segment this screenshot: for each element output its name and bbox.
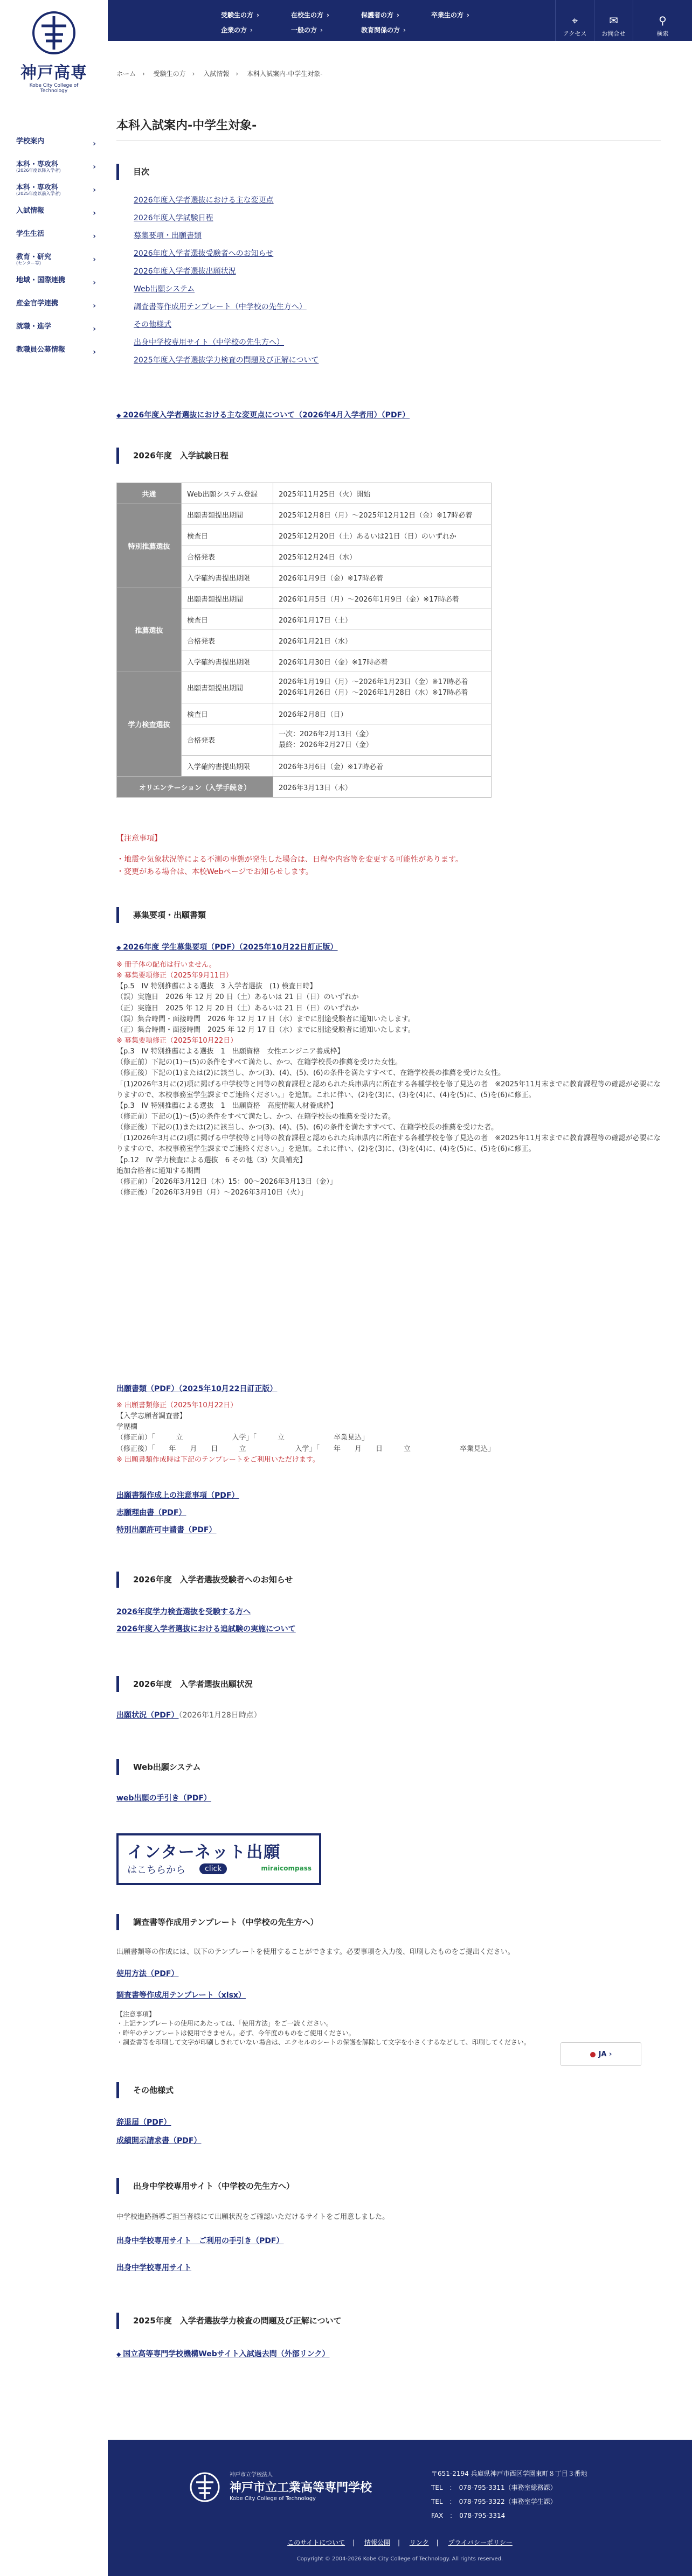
schedule-table: [116, 483, 492, 798]
jhs-heading: 出身中学校専用サイト（中学校の先生方へ）: [116, 2178, 294, 2194]
past-heading: 2025年度 入学者選抜学力検査の問題及び正解について: [116, 2313, 341, 2329]
jhs-site-link[interactable]: 出身中学校専用サイト: [116, 2264, 192, 2272]
status-heading: 2026年度 入学者選抜出願状況: [116, 1676, 253, 1692]
footer-school-name: 神戸市立工業高等専門学校: [230, 2481, 372, 2495]
schedule-label: 出願書類提出期間: [182, 504, 273, 525]
breadcrumb-current: 本科入試案内-中学生対象-: [246, 70, 323, 78]
schedule-label: 入学確約書提出期限: [182, 756, 273, 777]
topnav-link[interactable]: 一般の方 ›: [291, 23, 356, 38]
copyright: Copyright © 2004-2026 Kobe City College of Technology. All rights reserved.: [296, 2556, 503, 2562]
breadcrumb-home[interactable]: ホーム: [116, 70, 136, 78]
sidenav-item-career[interactable]: 就職・進学 ›: [16, 323, 96, 333]
schedule-value: 2026年3月13日（木）: [273, 777, 492, 798]
schedule-label: 検査日: [182, 609, 273, 630]
correction-line: （修正後）「 年 月 日 立 入学」「 年 月 日 立 卒業見込」: [116, 1444, 495, 1453]
topnav-col-2: [291, 8, 356, 38]
correction-line: （修正後）下記の(1)または(2)に該当し、かつ(3)、(4)、(5)、(6)の条件を満たすすべて、在籍学校長の推薦を受けた女性。: [116, 1069, 506, 1078]
correction-line: （修正後）「2026年3月9日（月）～2026年3月10日（火）」: [116, 1188, 308, 1197]
usage-pdf-link[interactable]: 使用方法（PDF）: [116, 1970, 179, 1978]
past-exams-link[interactable]: ◆ 国立高等専門学校機構Webサイト入試過去問（外部リンク）: [116, 2348, 330, 2359]
topnav-link[interactable]: 保護者の方 ›: [361, 8, 426, 23]
notes-pdf-link[interactable]: 出願書類作成上の注意事項（PDF）: [116, 1491, 239, 1500]
schedule-label: 入学確約書提出期限: [182, 567, 273, 588]
sidenav-item-student-life[interactable]: 学生生活 ›: [16, 230, 96, 241]
notice-heading: 2026年度 入学者選抜受験者へのお知らせ: [116, 1572, 293, 1588]
site-logo[interactable]: [16, 10, 92, 94]
schedule-value: 2026年3月6日（金）※17時必着: [273, 756, 492, 777]
chevron-right-icon: ›: [93, 325, 96, 333]
schedule-label: 合格発表: [182, 546, 273, 567]
sidebar: [0, 0, 108, 2576]
chevron-right-icon: ›: [93, 139, 96, 148]
sidenav-item-about[interactable]: 学校案内 ›: [16, 137, 96, 148]
schedule-label: 出願書類提出期間: [182, 588, 273, 609]
boshu-heading: 募集要項・出願書類: [116, 907, 206, 923]
footer-link[interactable]: プライバシーポリシー: [448, 2539, 513, 2546]
schedule-value: 2025年12月20日（土）あるいは21日（日）のいずれか: [273, 525, 492, 546]
web-heading: Web出願システム: [116, 1759, 200, 1775]
correction-line: ※ 募集要項修正（2025年9月11日）: [116, 972, 233, 980]
school-emblem-icon: [189, 2471, 221, 2503]
search-button[interactable]: ⚲ 検索: [633, 0, 692, 41]
toc-link[interactable]: 2026年度入学者選抜出願状況: [134, 267, 236, 276]
correction-line: 【p.3 IV 特別推薦による選抜 1 出願資格 女性エンジニア養成枠】: [116, 1048, 344, 1056]
schedule-value: 2026年1月5日（月）～2026年1月9日（金）※17時必着: [273, 588, 492, 609]
notice-link-1[interactable]: 2026年度学力検査選抜を受験する方へ: [116, 1608, 251, 1616]
language-selector[interactable]: JA ›: [560, 2042, 641, 2066]
schedule-label: 合格発表: [182, 724, 273, 756]
topnav-col-3: [361, 8, 426, 38]
correction-line: ※ 募集要項修正（2025年10月22日）: [116, 1036, 238, 1045]
schedule-cat: オリエンテーション（入学手続き）: [117, 777, 273, 798]
toc-list: [134, 192, 319, 369]
side-nav: [16, 134, 97, 365]
schedule-value: 2025年11月25日（火）開始: [273, 483, 492, 504]
toc-link[interactable]: 2026年度入学者選抜受験者へのお知らせ: [134, 249, 274, 258]
topnav-link[interactable]: 在校生の方 ›: [291, 8, 356, 23]
status-pdf-link[interactable]: 出願状況（PDF）: [116, 1711, 179, 1720]
reason-pdf-link[interactable]: 志願理由書（PDF）: [116, 1509, 186, 1517]
toc-link[interactable]: Web出願システム: [134, 285, 195, 294]
sidenav-item-research[interactable]: 教育・研究 (センター等) ›: [16, 253, 96, 266]
topnav-link[interactable]: 教育関係の方 ›: [361, 23, 426, 38]
toc-link[interactable]: 2026年度入学者選抜における主な変更点: [134, 196, 274, 205]
schedule-value: 2026年1月17日（土）: [273, 609, 492, 630]
correction-line: ※ 出願書類作成時は下記のテンプレートをご利用いただけます。: [116, 1455, 320, 1464]
correction-line: 学歴欄: [116, 1423, 138, 1432]
jhs-intro: 中学校進路指導ご担当者様にて出願状況をご確認いただけるサイトをご用意しました。: [116, 2213, 390, 2221]
docs-pdf-link[interactable]: 出願書類（PDF）（2025年10月22日訂正版）: [116, 1385, 278, 1393]
changes-pdf-link[interactable]: ◆ 2026年度入学者選抜における主な変更点について（2026年4月入学者用）（PDF）: [116, 409, 410, 420]
chevron-right-icon: ›: [93, 186, 96, 194]
correction-line: （修正後）下記の(1)または(2)に該当し、かつ(3)、(4)、(5)、(6)の条件を満たすすべて、在籍学校長の推薦を受けた者。: [116, 1123, 499, 1132]
footer-link[interactable]: リンク: [409, 2539, 429, 2546]
status-row: [116, 1709, 261, 1720]
footer-school-en: Kobe City College of Technology: [230, 2496, 316, 2502]
top-nav: [108, 0, 692, 41]
correction-line: 【入学志願者調査書】: [116, 1412, 187, 1421]
schedule-label: 入学確約書提出期限: [182, 651, 273, 672]
template-xlsx-link[interactable]: 調査書等作成用テンプレート（xlsx）: [116, 1991, 246, 2000]
schedule-label: 合格発表: [182, 630, 273, 651]
correction-line: ※ 出願書類修正（2025年10月22日）: [116, 1401, 238, 1409]
breadcrumb-examinee[interactable]: 受験生の方: [153, 70, 186, 78]
schedule-cat: 共通: [117, 483, 182, 504]
language-dot-icon: [590, 2052, 596, 2057]
footer: [108, 2440, 692, 2576]
topnav-col-1: [221, 8, 286, 38]
other-heading: その他様式: [116, 2082, 174, 2098]
schedule-value: 一次：2026年2月13日（金） 最終：2026年2月27日（金）: [273, 724, 492, 756]
logo-name: 神戸高専: [20, 64, 87, 82]
toc-link[interactable]: 調査書等作成用テンプレート（中学校の先生方へ）: [134, 303, 307, 311]
correction-line: ※ 冊子体の配布は行いません。: [116, 961, 216, 969]
topnav-link[interactable]: 企業の方 ›: [221, 23, 286, 38]
breadcrumb-admission[interactable]: 入試情報: [203, 70, 230, 78]
schedule-heading: 2026年度 入学試験日程: [116, 448, 229, 464]
topnav-col-4: [431, 8, 496, 23]
chevron-right-icon: ›: [93, 255, 96, 264]
correction-line: （誤）集合時間・面接時間 2026 年 12 月 17 日（水）までに別途受験者に通知いたします。: [116, 1015, 415, 1023]
schedule-label: Web出願システム登録: [182, 483, 273, 504]
correction-line: （正）実施日 2025 年 12 月 20 日（土）あるいは 21 日（日）のいずれか: [116, 1004, 359, 1013]
grade-request-pdf-link[interactable]: 成績開示請求書（PDF）: [116, 2137, 202, 2145]
footer-link[interactable]: このサイトについて: [287, 2539, 345, 2546]
chevron-right-icon: ›: [93, 302, 96, 310]
schedule-notes: 【注意事項】 ・地震や気象状況等による不測の事態が発生した場合は、日程や内容等を変更する可能性があります。 ・変更がある場合は、本校Webページでお知らせします。: [116, 834, 463, 877]
schedule-value: 2025年12月8日（月）～2025年12月12日（金）※17時必着: [273, 504, 492, 525]
chevron-down-icon: ›: [609, 2050, 612, 2058]
access-button[interactable]: ⌖ アクセス: [555, 0, 594, 41]
web-guide-link[interactable]: web出願の手引き（PDF）: [116, 1794, 211, 1803]
sidenav-item-industry[interactable]: 産金官学連携 ›: [16, 299, 96, 310]
schedule-label: 検査日: [182, 703, 273, 724]
correction-line: 【p.3 IV 特別推薦による選抜 1 出願資格 高度情報人材養成枠】: [116, 1101, 337, 1110]
correction-line: （修正前）「2026年3月12日（木）15：00～2026年3月13日（金）」: [116, 1177, 337, 1186]
topnav-link[interactable]: 卒業生の方 ›: [431, 8, 496, 23]
pin-icon: ⌖: [571, 14, 578, 27]
correction-line: （修正前）下記の(1)～(5)の条件をすべて満たし、かつ、在籍学校長の推薦を受けた女性。: [116, 1058, 403, 1067]
docs-corrections: [116, 1400, 661, 1465]
footer-link[interactable]: 情報公開: [364, 2539, 390, 2546]
footer-address: 〒651-2194 兵庫県神戸市西区学園東町８丁目３番地 TEL ： 078-795-3311（事務室総務課） TEL ： 078-795-3322（事務室学生課） FAX ： 078-795-3314: [431, 2470, 587, 2519]
correction-line: （修正前）下記の(1)～(5)の条件をすべて満たし、かつ、在籍学校長の推薦を受けた者。: [116, 1112, 396, 1121]
schedule-value: 2026年1月19日（月）～2026年1月23日（金）※17時必着 2026年1月26日（月）～2026年1月28日（水）※17時必着: [273, 672, 492, 703]
jhs-guide-link[interactable]: 出身中学校専用サイト ご利用の手引き（PDF）: [116, 2237, 284, 2245]
chevron-right-icon: ›: [93, 348, 96, 357]
chevron-right-icon: ›: [93, 163, 96, 171]
schedule-label: 出願書類提出期間: [182, 672, 273, 703]
template-notes: 【注意事項】 ・上記テンプレートの使用にあたっては、「使用方法」をご一読ください。 ・昨年のテンプレートは使用できません。必ず、今年度のものをご使用ください。 ・調査書等を印刷して文字が印刷しきれていない場合は、エクセルのシートの保護を解除して文字を小さくするなどして、印刷してください。: [116, 2010, 530, 2047]
correction-line: 「(1)2026年3月に(2)項に掲げる中学校等と同等の教育課程と認められた兵庫県内に所在する各種学校を修了見込の者 ※2025年11月末までに教育課程等の確認が必要になりますので、本校事務室学生課までご連絡ください。」を追加。これに伴い、(2)を(3)に、(3)を(4)に、(4)を(5)に、(5)を(6)に修正。: [116, 1134, 661, 1154]
banner-click: click: [199, 1863, 227, 1874]
boshu-pdf-link[interactable]: ◆ 2026年度 学生募集要項（PDF）（2025年10月22日訂正版）: [116, 941, 338, 952]
status-date: （2026年1月28日時点）: [178, 1711, 261, 1720]
boshu-corrections: [116, 960, 661, 1198]
schedule-label: 検査日: [182, 525, 273, 546]
breadcrumb: ホーム › 受験生の方 › 入試情報 › 本科入試案内-中学生対象-: [116, 70, 323, 78]
toc-link[interactable]: 2025年度入学者選抜学力検査の問題及び正解について: [134, 356, 319, 365]
correction-line: 【p.5 IV 特別推薦による選抜 3 入学者選抜 (1) 検査日時】: [116, 982, 317, 991]
correction-line: （修正前）「 立 入学」「 立 卒業見込」: [116, 1434, 369, 1442]
chevron-right-icon: ›: [93, 209, 96, 218]
internet-application-banner[interactable]: [116, 1833, 321, 1885]
page-title: 本科入試案内-中学生対象-: [116, 116, 661, 141]
special-permit-link[interactable]: 特別出願許可申請書（PDF）: [116, 1526, 217, 1534]
school-emblem-icon: [31, 10, 77, 56]
logo-en: Kobe City College of Technology: [29, 83, 79, 94]
schedule-value: 2025年12月24日（水）: [273, 546, 492, 567]
schedule-value: 2026年2月8日（日）: [273, 703, 492, 724]
correction-line: （正）集合時間・面接時間 2025 年 12 月 17 日（水）までに別途受験者に通知いたします。: [116, 1025, 415, 1034]
schedule-value: 2026年1月30日（金）※17時必着: [273, 651, 492, 672]
sidenav-item-dept-2026[interactable]: 本科・専攻科 (2026年度以降入学者) ›: [16, 160, 96, 173]
schedule-cat: 推薦選抜: [117, 588, 182, 672]
template-heading: 調査書等作成用テンプレート（中学校の先生方へ）: [116, 1914, 319, 1930]
chevron-right-icon: ›: [93, 278, 96, 287]
sidenav-item-recruit[interactable]: 教職員公募情報 ›: [16, 346, 96, 357]
schedule-value: 2026年1月21日（水）: [273, 630, 492, 651]
sidenav-item-regional[interactable]: 地域・国際連携 ›: [16, 276, 96, 287]
correction-line: 追加合格者に通知する期間: [116, 1167, 201, 1175]
correction-line: 【p.12 IV 学力検査による選抜 6 その他（3）欠員補充】: [116, 1156, 307, 1164]
banner-subtitle: はこちらから: [127, 1865, 185, 1876]
toc-heading: 目次: [116, 164, 149, 180]
toc-link[interactable]: 募集要項・出願書類: [134, 232, 202, 240]
topnav-link[interactable]: 受験生の方 ›: [221, 8, 286, 23]
schedule-value: 2026年1月9日（金）※17時必着: [273, 567, 492, 588]
toc-link[interactable]: 2026年度入学試験日程: [134, 214, 213, 222]
template-intro: 出願書類等の作成には、以下のテンプレートを使用することができます。必要事項を入力後、印刷したものをご提出ください。: [116, 1948, 515, 1956]
miraicompass-logo: miraicompass: [261, 1865, 312, 1872]
sidenav-item-dept-2025[interactable]: 本科・専攻科 (2025年度以前入学者) ›: [16, 184, 96, 197]
correction-line: （誤）実施日 2026 年 12 月 20 日（土）あるいは 21 日（日）のいずれか: [116, 993, 359, 1002]
footer-nav: このサイトについて | 情報公開 | リンク | プライバシーポリシー: [287, 2539, 513, 2546]
mail-icon: ✉: [609, 14, 618, 27]
toc-link[interactable]: その他様式: [134, 320, 171, 329]
withdrawal-pdf-link[interactable]: 辞退届（PDF）: [116, 2118, 171, 2127]
banner-title: インターネット出願: [127, 1843, 281, 1862]
toc-link[interactable]: 出身中学校専用サイト（中学校の先生方へ）: [134, 338, 285, 347]
chevron-right-icon: ›: [93, 232, 96, 241]
notice-link-2[interactable]: 2026年度入学者選抜における追試験の実施について: [116, 1625, 296, 1633]
schedule-cat: 学力検査選抜: [117, 672, 182, 777]
footer-sub: 神戸市立学校法人: [230, 2472, 273, 2478]
search-icon: ⚲: [659, 14, 667, 27]
correction-line: 「(1)2026年3月に(2)項に掲げる中学校等と同等の教育課程と認められた兵庫県内に所在する各種学校を修了見込の者 ※2025年11月末までに教育課程等の確認が必要になりますので、本校事務室学生課までご連絡ください。」を追加。これに伴い、(2)を(3)に、(3)を(4)に、(4)を(5)に、(5)を(6)に修正。: [116, 1080, 661, 1099]
schedule-cat: 特別推薦選抜: [117, 504, 182, 588]
contact-button[interactable]: ✉ お問合せ: [594, 0, 633, 41]
sidenav-item-admission[interactable]: 入試情報 ›: [16, 207, 96, 218]
